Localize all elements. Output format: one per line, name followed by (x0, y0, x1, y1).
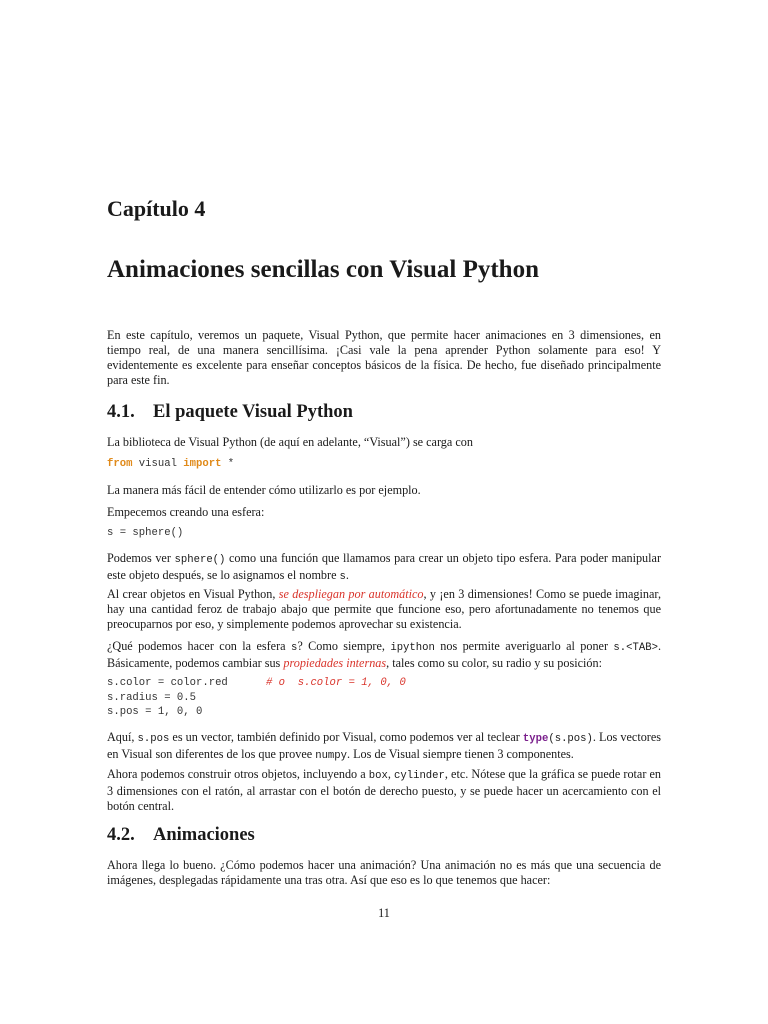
paragraph: Ahora llega lo bueno. ¿Cómo podemos hacer una animación? Una animación no es más que una secuencia de imágenes, desplegadas rápidamente una tras otra. Así que eso es lo que tenemos que hacer: (107, 858, 661, 887)
inline-code: ipython (390, 642, 435, 654)
inline-code: s (339, 571, 346, 583)
inline-code: (s.pos) (548, 733, 593, 745)
intro-paragraph: En este capítulo, veremos un paquete, Visual Python, que permite hacer animaciones en 3 dimensiones, en tiempo real, de una manera sencillísima. ¡Casi vale la pena aprender Python solamente para eso! Y evidentemente es excelente para enseñar conceptos básicos de la física. De hecho, fue diseñado principalmente para este fin. (107, 328, 661, 387)
emphasis-text: se despliegan por automático (278, 587, 424, 601)
inline-code: s.pos (137, 733, 170, 745)
code-line: s.radius = 0.5 (107, 691, 197, 704)
chapter-label: Capítulo 4 (107, 196, 206, 221)
paragraph: Empecemos creando una esfera: (107, 505, 265, 519)
code-block-properties (107, 676, 406, 720)
section-heading-4-1 (107, 402, 353, 423)
code-keyword: import (183, 458, 222, 470)
chapter-title: Animaciones sencillas con Visual Python (107, 256, 539, 283)
section-number: 4.2. (107, 825, 135, 845)
paragraph: Ahora podemos construir otros objetos, incluyendo a box, cylinder, etc. Nótese que la gráfica se puede rotar en 3 dimensiones con el ratón, al arrastar con el botón de derecho puesto, y se puede hacer un acercamiento con el botón central. (107, 767, 662, 813)
inline-code-keyword: type (522, 733, 549, 745)
code-comment: # o s.color = 1, 0, 0 (265, 677, 406, 689)
paragraph: Al crear objetos en Visual Python, se despliegan por automático, y ¡en 3 dimensiones! Como se puede imaginar, hay una cantidad feroz de trabajo abajo que permite que funcione eso, pero afortunadamente no tenemos que preocuparnos por eso, y simplemente podemos aprovechar su existencia. (107, 587, 661, 631)
section-heading-4-2 (107, 825, 255, 846)
paragraph: La manera más fácil de entender cómo utilizarlo es por ejemplo. (107, 483, 421, 497)
code-text: * (221, 458, 235, 470)
page-number: 11 (378, 906, 390, 920)
code-line: s.color = color.red (107, 677, 228, 689)
paragraph: Podemos ver sphere() como una función que llamamos para crear un objeto tipo esfera. Para poder manipular este objeto después, se lo asignamos el nombre s. (107, 551, 661, 583)
section-title: Animaciones (153, 825, 255, 845)
paragraph: ¿Qué podemos hacer con la esfera s? Como siempre, ipython nos permite averiguarlo al poner s.<TAB>. Básicamente, podemos cambiar sus propiedades internas, tales como su color, su radio y su posición: (107, 639, 661, 670)
inline-code: cylinder (394, 770, 445, 782)
inline-code: box (368, 770, 388, 782)
inline-code: sphere() (174, 554, 226, 566)
code-line: s.pos = 1, 0, 0 (107, 706, 203, 718)
inline-code: s.<TAB> (613, 642, 658, 654)
code-text: visual (132, 458, 184, 470)
code-block-import (107, 457, 234, 472)
paragraph: Aquí, s.pos es un vector, también definido por Visual, como podemos ver al teclear type(s.pos). Los vectores en Visual son diferentes de los que provee numpy. Los de Visual siempre tienen 3 componentes. (107, 730, 662, 762)
section-title: El paquete Visual Python (153, 402, 353, 422)
inline-code: numpy (315, 750, 348, 762)
emphasis-text: propiedades internas (283, 656, 387, 670)
paragraph: La biblioteca de Visual Python (de aquí en adelante, “Visual”) se carga con (107, 435, 473, 449)
code-keyword: from (107, 458, 133, 470)
section-number: 4.1. (107, 402, 135, 422)
inline-code: s (290, 642, 298, 654)
code-block-sphere: s = sphere() (107, 527, 184, 539)
